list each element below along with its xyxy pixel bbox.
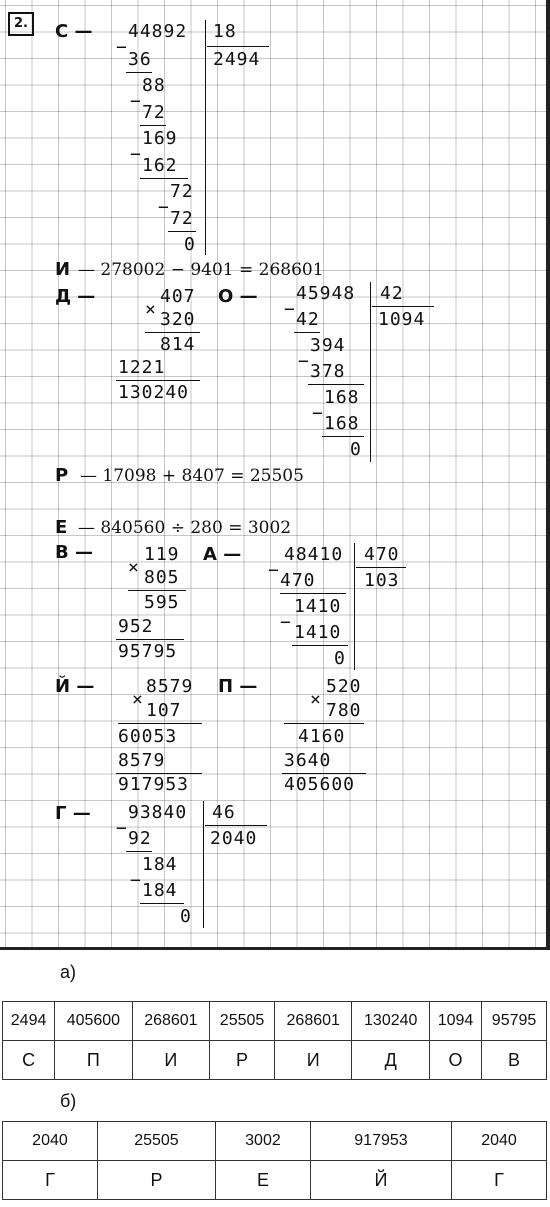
o-quotient: 1094 <box>378 309 426 330</box>
s-line-4 <box>168 231 196 232</box>
s-step-7: 72 <box>170 208 194 229</box>
s-step-2: 88 <box>142 75 166 96</box>
p-line-1 <box>284 723 364 724</box>
answer-table-b <box>2 1121 547 1200</box>
a-divisor: 470 <box>364 544 400 565</box>
a-quotient-line <box>356 567 406 568</box>
label-e: Е <box>55 517 68 538</box>
g-line-2 <box>140 903 184 904</box>
minus-sign: − <box>116 818 127 839</box>
g-step-4: 0 <box>180 906 192 927</box>
minus-sign: − <box>298 351 309 372</box>
minus-sign: − <box>284 299 295 320</box>
g-quotient-line <box>205 825 267 826</box>
table-row <box>3 1161 547 1200</box>
table-cell: Г <box>452 1161 547 1200</box>
s-step-5: 162 <box>142 155 178 176</box>
d-factor-b: 320 <box>160 309 196 330</box>
table-cell: 3002 <box>215 1122 310 1161</box>
d-result: 130240 <box>118 382 190 403</box>
table-cell: Й <box>310 1161 451 1200</box>
label-v: В — <box>55 542 93 563</box>
a-line-2 <box>292 645 348 646</box>
table-cell: Е <box>215 1161 310 1200</box>
v-partial-1: 595 <box>144 592 180 613</box>
d-partial-2: 1221 <box>118 357 166 378</box>
v-result: 95795 <box>118 641 178 662</box>
task-number: 2. <box>8 12 34 36</box>
o-step-2: 394 <box>310 335 346 356</box>
o-quotient-line <box>372 306 434 307</box>
s-line-2 <box>140 125 166 126</box>
o-line-2 <box>308 384 364 385</box>
s-line-3 <box>140 178 188 179</box>
times-sign: × <box>128 557 139 578</box>
g-divisor: 46 <box>212 802 236 823</box>
times-sign: × <box>145 299 156 320</box>
o-line-3 <box>322 436 364 437</box>
e-expression: — 840560 ÷ 280 = 3002 <box>78 518 292 538</box>
s-division-bar <box>205 20 206 255</box>
g-step-1: 92 <box>128 828 152 849</box>
y-factor-a: 8579 <box>146 676 194 697</box>
table-cell: 25505 <box>210 1002 275 1041</box>
o-step-4: 168 <box>324 387 360 408</box>
answer-table-a <box>2 1001 547 1080</box>
minus-sign: − <box>130 91 141 112</box>
v-factor-a: 119 <box>144 544 180 565</box>
a-step-4: 0 <box>334 648 346 669</box>
g-division-bar <box>203 801 204 928</box>
s-quotient-line <box>207 46 269 47</box>
y-result: 917953 <box>118 774 190 795</box>
table-cell: 25505 <box>97 1122 215 1161</box>
g-dividend: 93840 <box>128 802 188 823</box>
y-factor-b: 107 <box>146 700 182 721</box>
s-quotient: 2494 <box>213 49 261 70</box>
table-cell: 405600 <box>55 1002 133 1041</box>
label-g: Г — <box>55 803 91 824</box>
v-line-1 <box>128 590 186 591</box>
table-cell: 2040 <box>452 1122 547 1161</box>
table-cell: 1094 <box>429 1002 481 1041</box>
minus-sign: − <box>312 403 323 424</box>
p-factor-a: 520 <box>326 676 362 697</box>
a-step-2: 1410 <box>294 596 342 617</box>
i-expression: — 278002 − 9401 = 268601 <box>78 260 324 280</box>
label-o: О — <box>218 286 258 307</box>
table-row <box>3 1041 547 1080</box>
s-step-4: 169 <box>142 128 178 149</box>
times-sign: × <box>310 689 321 710</box>
v-factor-b: 805 <box>144 567 180 588</box>
o-line-1 <box>294 332 320 333</box>
table-cell: 268601 <box>274 1002 352 1041</box>
minus-sign: − <box>130 870 141 891</box>
table-cell: Г <box>3 1161 98 1200</box>
a-quotient: 103 <box>364 570 400 591</box>
g-step-3: 184 <box>142 880 178 901</box>
p-factor-b: 780 <box>326 700 362 721</box>
o-step-6: 0 <box>350 439 362 460</box>
g-line-1 <box>126 851 152 852</box>
table-cell: Р <box>210 1041 275 1080</box>
table-cell: И <box>274 1041 352 1080</box>
table-cell: С <box>3 1041 55 1080</box>
v-line-2 <box>116 639 184 640</box>
label-r: Р <box>55 465 69 486</box>
minus-sign: − <box>268 560 279 581</box>
g-step-2: 184 <box>142 854 178 875</box>
a-step-1: 470 <box>280 570 316 591</box>
y-partial-2: 8579 <box>118 750 166 771</box>
minus-sign: − <box>116 37 127 58</box>
times-sign: × <box>132 689 143 710</box>
s-line-1 <box>126 72 152 73</box>
minus-sign: − <box>130 144 141 165</box>
a-step-3: 1410 <box>294 622 342 643</box>
s-step-1: 36 <box>128 49 152 70</box>
label-d: Д — <box>55 286 96 307</box>
a-division-bar <box>354 543 355 670</box>
o-step-5: 168 <box>324 413 360 434</box>
part-b-label: б) <box>60 1091 77 1111</box>
table-cell: 268601 <box>132 1002 210 1041</box>
d-line-1 <box>145 332 200 333</box>
y-partial-1: 60053 <box>118 726 178 747</box>
v-partial-2: 952 <box>118 616 154 637</box>
o-step-3: 378 <box>310 361 346 382</box>
label-p: П — <box>218 676 258 697</box>
table-cell: 2494 <box>3 1002 55 1041</box>
minus-sign: − <box>280 612 291 633</box>
a-line-1 <box>280 593 346 594</box>
table-cell: Р <box>97 1161 215 1200</box>
s-step-6: 72 <box>170 181 194 202</box>
y-line-1 <box>118 723 202 724</box>
d-partial-1: 814 <box>160 334 196 355</box>
s-dividend: 44892 <box>128 21 188 42</box>
table-cell: О <box>429 1041 481 1080</box>
table-row <box>3 1002 547 1041</box>
label-s: С — <box>55 21 93 42</box>
table-cell: 917953 <box>310 1122 451 1161</box>
p-result: 405600 <box>284 774 356 795</box>
s-step-8: 0 <box>184 234 196 255</box>
table-cell: 2040 <box>3 1122 98 1161</box>
s-step-3: 72 <box>142 102 166 123</box>
a-dividend: 48410 <box>284 544 344 565</box>
label-y: Й — <box>55 676 95 697</box>
table-cell: 95795 <box>482 1002 547 1041</box>
p-partial-1: 4160 <box>298 726 346 747</box>
o-division-bar <box>370 282 371 462</box>
table-cell: И <box>132 1041 210 1080</box>
o-dividend: 45948 <box>296 283 356 304</box>
table-cell: 130240 <box>352 1002 430 1041</box>
table-row <box>3 1122 547 1161</box>
minus-sign: − <box>158 197 169 218</box>
d-line-2 <box>116 380 200 381</box>
s-divisor: 18 <box>213 21 237 42</box>
label-a: А — <box>203 544 242 565</box>
part-a-label: а) <box>60 962 77 982</box>
d-factor-a: 407 <box>160 286 196 307</box>
r-expression: — 17098 + 8407 = 25505 <box>80 466 304 486</box>
table-cell: П <box>55 1041 133 1080</box>
o-step-1: 42 <box>296 309 320 330</box>
table-cell: Д <box>352 1041 430 1080</box>
label-i: И <box>55 259 71 280</box>
o-divisor: 42 <box>380 283 404 304</box>
p-partial-2: 3640 <box>284 750 332 771</box>
table-cell: В <box>482 1041 547 1080</box>
g-quotient: 2040 <box>210 828 258 849</box>
